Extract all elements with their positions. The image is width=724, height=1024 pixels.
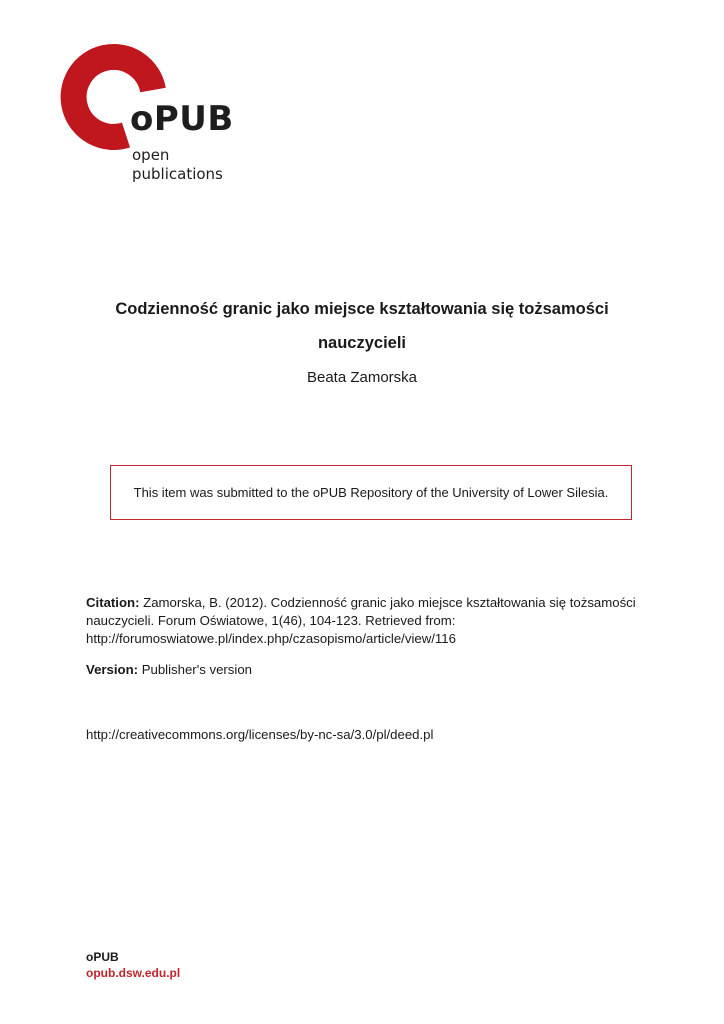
logo-subtitle-line1: open: [132, 146, 170, 164]
license-link[interactable]: http://creativecommons.org/licenses/by-nc-sa/3.0/pl/deed.pl: [86, 727, 434, 742]
repository-notice-text: This item was submitted to the oPUB Repository of the University of Lower Silesia.: [133, 485, 609, 500]
citation-block: [86, 594, 646, 648]
version-block: [86, 662, 252, 677]
citation-label: Citation:: [86, 595, 140, 610]
version-value: Publisher's version: [141, 662, 252, 677]
footer-url-link[interactable]: opub.dsw.edu.pl: [86, 966, 181, 980]
repository-notice-box: [110, 465, 632, 520]
logo-subtitle-line2: publications: [132, 165, 223, 183]
document-title-line1: Codzienność granic jako miejsce kształtowania się tożsamości: [115, 300, 609, 318]
opub-logo: [58, 40, 258, 190]
citation-url[interactable]: http://forumoswiatowe.pl/index.php/czasopismo/article/view/116: [86, 631, 456, 646]
document-title-line2: nauczycieli: [317, 334, 407, 352]
document-author: Beata Zamorska: [306, 369, 418, 386]
citation-line1: Zamorska, B. (2012). Codzienność granic jako miejsce kształtowania się tożsamości: [143, 595, 636, 610]
citation-line2: nauczycieli. Forum Oświatowe, 1(46), 104-123. Retrieved from:: [86, 613, 456, 628]
logo-wordmark: oPUB: [130, 99, 234, 139]
footer-brand: oPUB: [86, 950, 119, 964]
version-label: Version:: [86, 662, 139, 677]
